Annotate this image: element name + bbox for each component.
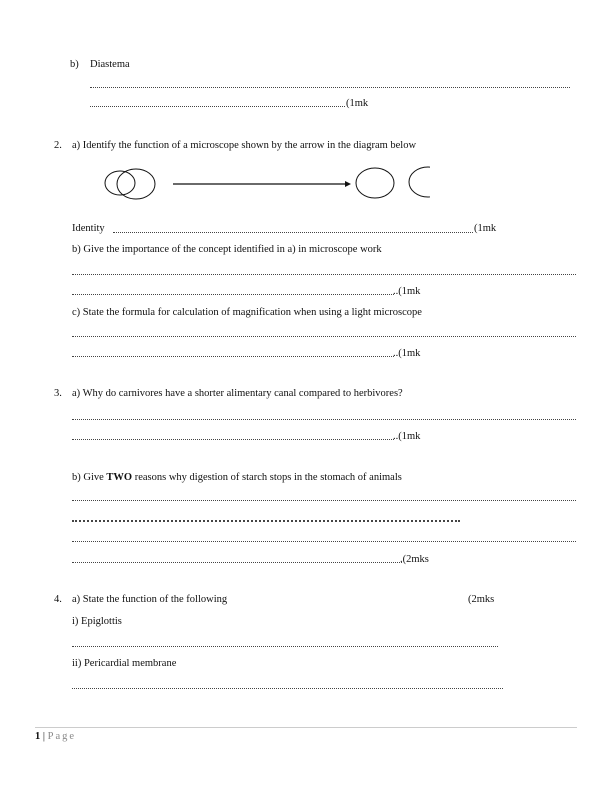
answer-line[interactable] [90, 105, 345, 107]
q3b-mark: .(2mks [400, 554, 429, 565]
answer-line[interactable] [72, 335, 576, 337]
answer-line[interactable] [90, 86, 570, 88]
q4ii-text: ii) Pericardial membrane [72, 658, 177, 669]
q1b-mark: (1mk [346, 98, 369, 109]
q3a-mark: ..(1mk [393, 431, 421, 442]
footer-divider [35, 727, 577, 728]
q3-number: 3. [54, 388, 62, 399]
q4-number: 4. [54, 594, 62, 605]
identity-label: Identity [72, 223, 105, 234]
answer-line[interactable] [72, 438, 394, 440]
microscope-diagram [100, 162, 430, 206]
answer-line[interactable] [72, 519, 460, 522]
separate-circle-2 [409, 167, 430, 197]
answer-line[interactable] [72, 540, 576, 542]
answer-line[interactable] [72, 273, 576, 275]
page-footer [35, 731, 76, 743]
page-number: 1 [35, 731, 41, 742]
page-label: Page [47, 731, 77, 742]
answer-line[interactable] [72, 499, 576, 501]
answer-line[interactable] [72, 687, 503, 689]
q4a-text: a) State the function of the following [72, 594, 228, 605]
q3b-emphasis: TWO [106, 472, 133, 483]
q3b-text [72, 472, 402, 484]
q1b-text: Diastema [90, 59, 130, 70]
overlapping-circle-right [117, 169, 155, 199]
q2a-mark: (1mk [474, 223, 497, 234]
q2b-mark: ..(1mk [393, 286, 421, 297]
separate-circle-1 [356, 168, 394, 198]
answer-line[interactable] [72, 561, 402, 563]
answer-line[interactable] [72, 293, 394, 295]
q2c-text: c) State the formula for calculation of magnification when using a light microscope [72, 307, 422, 318]
q3a-text: a) Why do carnivores have a shorter alimentary canal compared to herbivores? [72, 388, 403, 399]
q1b-label: b) [70, 59, 79, 70]
q2a-text: a) Identify the function of a microscope shown by the arrow in the diagram below [72, 140, 417, 151]
arrow-head-icon [345, 181, 351, 187]
answer-line[interactable] [72, 355, 394, 357]
q3b-suffix: reasons why digestion of starch stops in the stomach of animals [132, 472, 402, 483]
answer-line[interactable] [72, 418, 576, 420]
q2c-mark: ..(1mk [393, 348, 421, 359]
q2b-text: b) Give the importance of the concept identified in a) in microscope work [72, 244, 382, 255]
footer-separator: | [40, 731, 48, 742]
q2-number: 2. [54, 140, 62, 151]
q4i-text: i) Epiglottis [72, 616, 122, 627]
answer-line[interactable] [113, 231, 473, 233]
q4a-mark: (2mks [468, 594, 495, 605]
q3b-prefix: b) Give [72, 472, 107, 483]
answer-line[interactable] [72, 645, 498, 647]
